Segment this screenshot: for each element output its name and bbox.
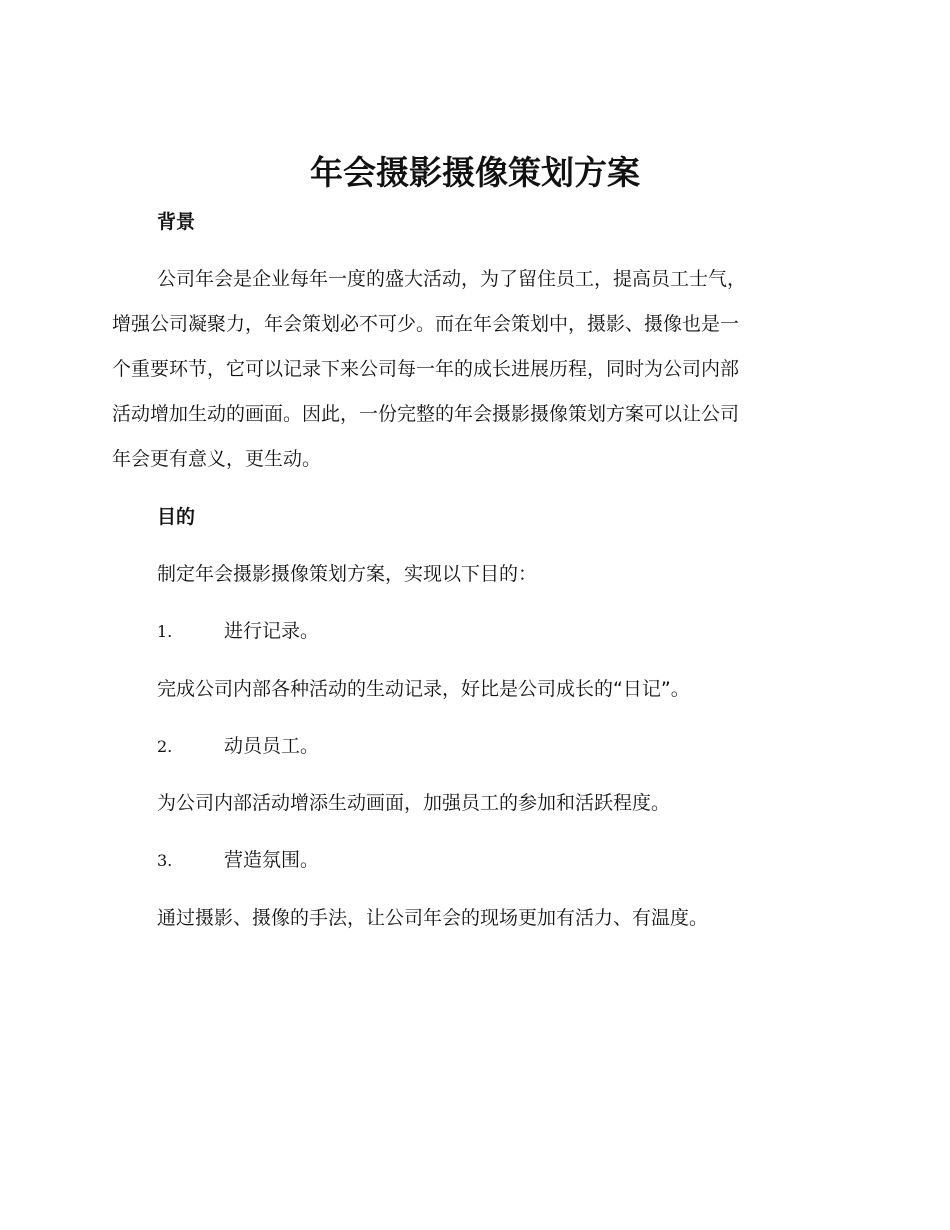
list-item-number: 1. [157,622,173,641]
list-item-detail: 通过摄影、摄像的手法，让公司年会的现场更加有活力、有温度。 [157,907,709,929]
list-item-label: 进行记录。 [224,620,320,642]
background-paragraph [112,257,832,482]
section-heading-purpose: 目的 [157,506,196,528]
paragraph-line: 公司年会是企业每年一度的盛大活动，为了留住员工，提高员工士气， [157,268,747,290]
list-item [157,847,319,874]
list-item-number: 2. [157,737,173,756]
document-title: 年会摄影摄像策划方案 [310,153,640,192]
paragraph-line: 活动增加生动的画面。因此，一份完整的年会摄影摄像策划方案可以让公司 [112,403,740,425]
list-item-number: 3. [157,851,173,870]
list-item [157,733,319,760]
paragraph-line: 增强公司凝聚力，年会策划必不可少。而在年会策划中，摄影、摄像也是一 [112,313,740,335]
paragraph-line: 年会更有意义，更生动。 [112,448,322,470]
purpose-intro: 制定年会摄影摄像策划方案，实现以下目的： [157,563,538,585]
list-item-detail: 完成公司内部各种活动的生动记录，好比是公司成长的“日记”。 [157,678,690,700]
list-item-label: 动员员工。 [224,735,320,757]
section-heading-background: 背景 [157,211,196,233]
list-item [157,618,319,645]
list-item-detail: 为公司内部活动增添生动画面，加强员工的参加和活跃程度。 [157,792,671,814]
list-item-label: 营造氛围。 [224,849,320,871]
paragraph-line: 个重要环节，它可以记录下来公司每一年的成长进展历程，同时为公司内部 [112,358,740,380]
